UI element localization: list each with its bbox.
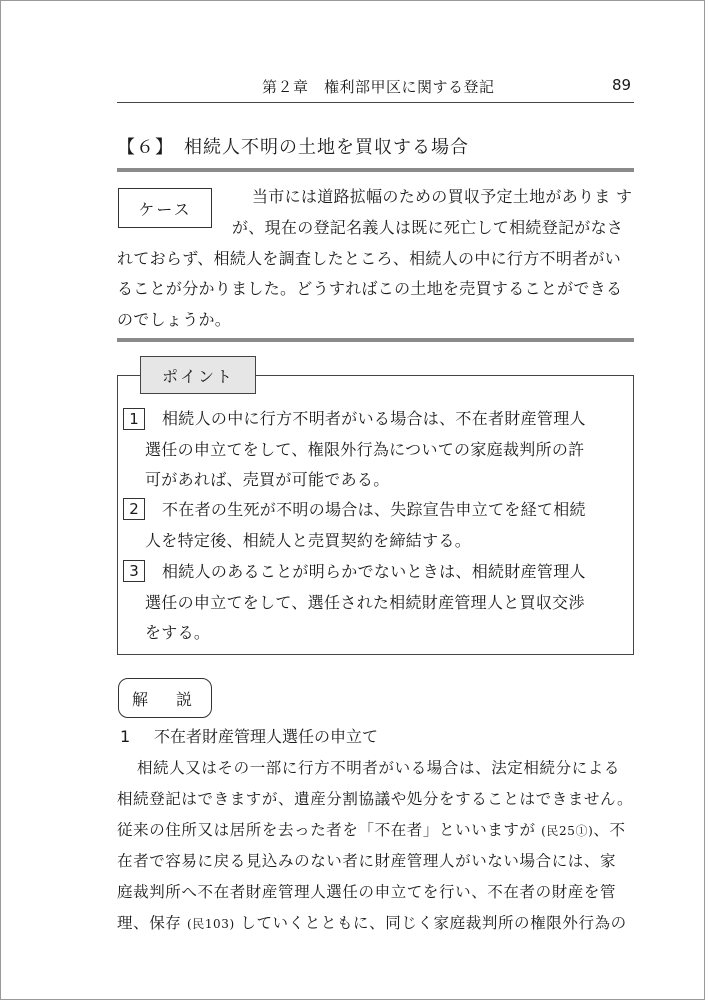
body-line: 相続人又はその一部に行方不明者がいる場合は、法定相続分による — [137, 759, 621, 777]
page-number: 89 — [612, 76, 632, 94]
point-text: 可があれば、売買が可能である。 — [145, 470, 390, 489]
running-header: 第２章 権利部甲区に関する登記 — [262, 78, 495, 96]
case-label: ケース — [118, 188, 212, 228]
header-rule — [117, 102, 634, 103]
point-number: 2 — [123, 498, 145, 520]
subheading — [120, 724, 378, 747]
point-text: 相続人のあることが明らかでないときは、相続財産管理人 — [162, 562, 586, 581]
case-line: のでしょうか。 — [117, 310, 232, 329]
body-line: 在者で容易に戻る見込みのない者に財産管理人がいない場合には、家 — [117, 852, 617, 870]
case-line: ることが分かりました。どうすればこの土地を売買することができる — [117, 279, 623, 298]
point-label: ポイント — [140, 356, 256, 394]
case-bottom-rule — [117, 338, 634, 342]
point-text: 選任の申立てをして、権限外行為についての家庭裁判所の許 — [145, 440, 585, 459]
body-line: 庭裁判所へ不在者財産管理人選任の申立てを行い、不在者の財産を管 — [117, 883, 617, 901]
point-text: 相続人の中に行方不明者がいる場合は、不在者財産管理人 — [162, 409, 586, 428]
point-text: 人を特定後、相続人と売買契約を締結する。 — [145, 531, 472, 550]
section-title: 【６】 相続人不明の土地を買収する場合 — [117, 137, 469, 158]
section-top-rule — [117, 168, 634, 172]
point-text: をする。 — [145, 623, 211, 642]
case-line: 当市には道路拡幅のための買収予定土地がありま す — [252, 187, 633, 206]
case-line: が、現在の登記名義人は既に死亡して相続登記がなさ — [232, 218, 624, 237]
case-line: れておらず、相続人を調査したところ、相続人の中に行方不明者がい — [117, 249, 622, 268]
subheading-number: 1 — [120, 727, 131, 746]
explanation-label: 解 説 — [118, 678, 212, 718]
point-text: 選任の申立てをして、選任された相続財産管理人と買収交渉 — [145, 593, 585, 612]
point-number: 1 — [123, 408, 145, 430]
body-line: 従来の住所又は居所を去った者を「不在者」といいますが (民25①)、不 — [117, 821, 626, 839]
point-number: 3 — [123, 560, 145, 582]
statute-citation: (民103) — [186, 917, 235, 931]
point-text: 不在者の生死が不明の場合は、失踪宣告申立てを経て相続 — [162, 500, 586, 519]
body-line: 理、保存 (民103) していくとともに、同じく家庭裁判所の権限外行為の — [117, 914, 627, 932]
body-line: 相続登記はできますが、遺産分割協議や処分をすることはできません。 — [117, 790, 634, 808]
statute-citation: (民25①) — [541, 824, 594, 838]
subheading-text: 不在者財産管理人選任の申立て — [154, 727, 379, 746]
